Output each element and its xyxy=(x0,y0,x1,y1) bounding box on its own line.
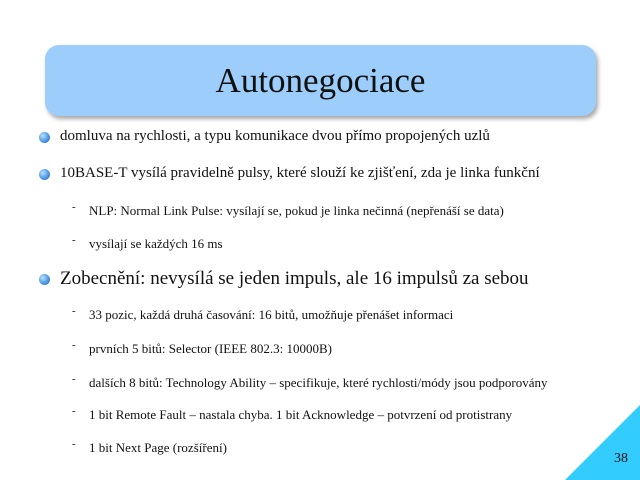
list-item-text: Zobecnění: nevysílá se jeden impuls, ale 16 impulsů za sebou xyxy=(60,268,529,289)
sub-list-item-text: 1 bit Remote Fault – nastala chyba. 1 bit Acknowledge – potvrzení od protistrany xyxy=(89,407,513,422)
sub-list-item xyxy=(72,438,227,456)
dash-icon: - xyxy=(72,339,76,351)
bullet-icon xyxy=(39,132,50,143)
dash-icon: - xyxy=(72,405,76,417)
dash-icon: - xyxy=(72,373,76,385)
dash-icon: - xyxy=(72,305,76,317)
sub-list-item-text: vysílají se každých 16 ms xyxy=(89,236,223,251)
list-item-text: domluva na rychlosti, a typu komunikace dvou přímo propojených uzlů xyxy=(60,128,490,144)
sub-list-item xyxy=(72,405,513,423)
dash-icon: - xyxy=(72,234,76,246)
list-item xyxy=(60,128,490,145)
sub-list-item xyxy=(72,305,454,323)
sub-list-item-text: NLP: Normal Link Pulse: vysílají se, pokud je linka nečinná (nepřenáší se data) xyxy=(89,203,504,218)
sub-list-item-text: prvních 5 bitů: Selector (IEEE 802.3: 10000B) xyxy=(89,341,332,356)
bullet-icon xyxy=(39,274,50,285)
sub-list-item xyxy=(72,339,332,357)
slide-title: Autonegociace xyxy=(215,60,426,100)
dash-icon: - xyxy=(72,438,76,450)
dash-icon: - xyxy=(72,201,76,213)
sub-list-item xyxy=(72,234,223,252)
sub-list-item-text: 33 pozic, každá druhá časování: 16 bitů, umožňuje přenášet informaci xyxy=(89,307,454,322)
bullet-icon xyxy=(39,169,50,180)
list-item xyxy=(60,268,529,290)
list-item xyxy=(60,165,540,182)
sub-list-item xyxy=(72,373,548,391)
sub-list-item xyxy=(72,201,504,219)
sub-list-item-text: dalších 8 bitů: Technology Ability – specifikuje, které rychlosti/módy jsou podporovány xyxy=(89,375,548,390)
list-item-text: 10BASE-T vysílá pravidelně pulsy, které slouží ke zjišťení, zda je linka funkční xyxy=(60,165,540,181)
sub-list-item-text: 1 bit Next Page (rozšíření) xyxy=(89,440,227,455)
corner-decoration xyxy=(565,405,640,480)
page-number: 38 xyxy=(614,451,628,466)
